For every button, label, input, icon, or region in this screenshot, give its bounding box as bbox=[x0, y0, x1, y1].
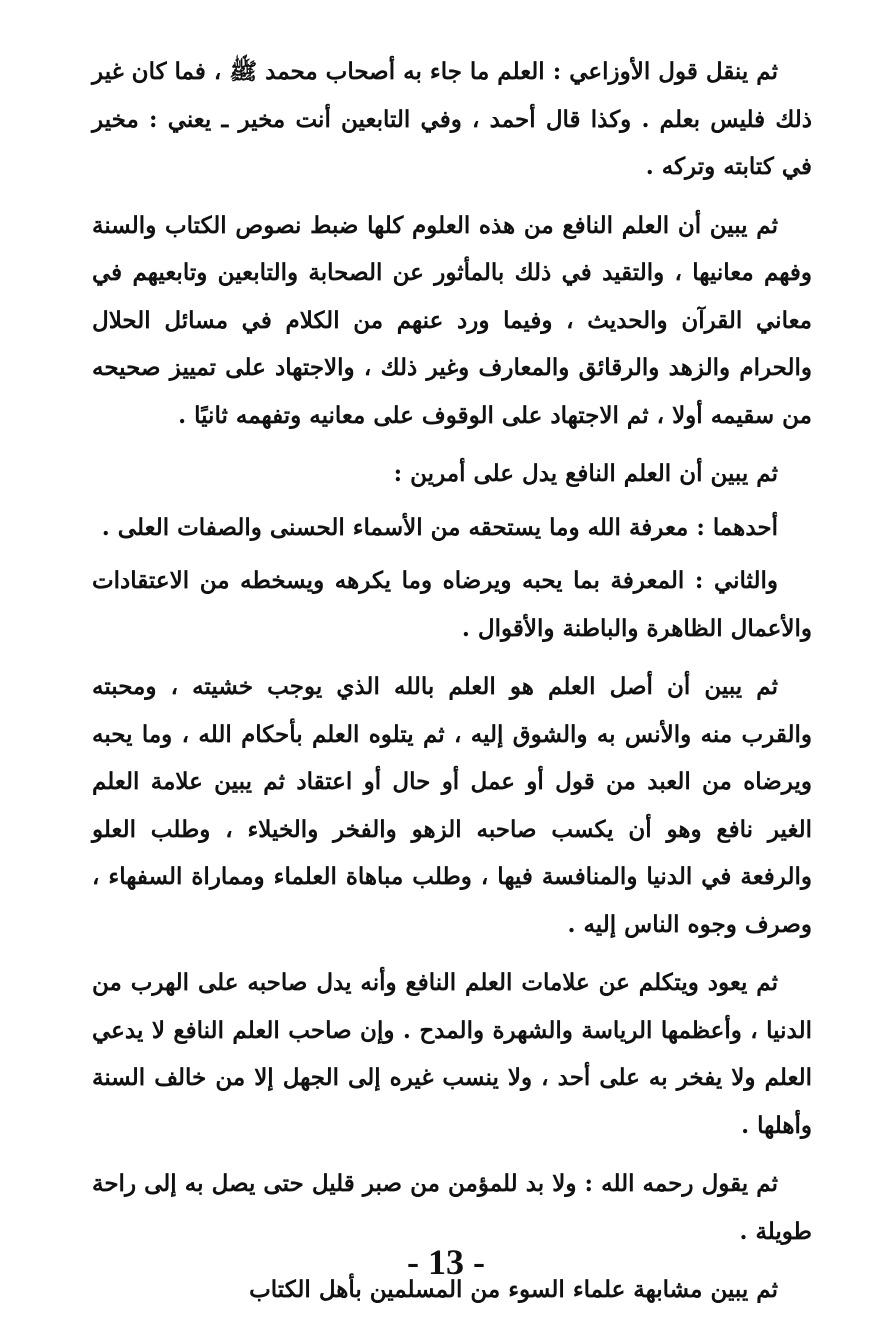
paragraph-signs-of-beneficial-knowledge: ثم يعود ويتكلم عن علامات العلم النافع وأنه يدل صاحبه على الهرب من الدنيا ، وأعظمها الرياسة والشهرة والمدح . وإن صاحب العلم النافع لا يدعي العلم ولا يفخر به على أحد ، ولا ينسب غيره إلى الجهل إلا من خالف السنة وأهلها . bbox=[92, 969, 812, 1139]
paragraph-patience: ثم يقول رحمه الله : ولا بد للمؤمن من صبر قليل حتى يصل به إلى راحة طويلة . bbox=[92, 1170, 812, 1245]
paragraph-two-matters-intro: ثم يبين أن العلم النافع يدل على أمرين : bbox=[393, 460, 778, 487]
paragraph-evil-scholars: ثم يبين مشابهة علماء السوء من المسلمين بأهل الكتاب bbox=[249, 1276, 778, 1303]
paragraph-beneficial-knowledge: ثم يبين أن العلم النافع من هذه العلوم كلها ضبط نصوص الكتاب والسنة وفهم معانيها ، والتقيد في ذلك بالمأثور عن الصحابة والتابعين وتابعيهم في معاني القرآن والحديث ، وفيما ورد عنهم من الكلام في مسائل الحلال والحرام والزهد والرقائق والمعارف وغير ذلك ، والاجتهاد على تمييز صحيحه من سقيمه أولا ، ثم الاجتهاد على الوقوف على معانيه وتفهمه ثانيًا . bbox=[92, 211, 812, 429]
page-number: - 13 - bbox=[407, 1242, 485, 1282]
paragraph-first-matter: أحدهما : معرفة الله وما يستحقه من الأسماء الحسنى والصفات العلى . bbox=[101, 513, 778, 541]
paragraph-origin-of-knowledge: ثم يبين أن أصل العلم هو العلم بالله الذي يوجب خشيته ، ومحبته والقرب منه والأنس به والشوق إليه ، ثم يتلوه العلم بأحكام الله ، وما يحبه ويرضاه من العبد من قول أو عمل أو حال أو اعتقاد ثم يبين علامة العلم الغير نافع وهو أن يكسب صاحبه الزهو والفخر والخيلاء ، وطلب العلو والرفعة في الدنيا والمنافسة فيها ، وطلب مباهاة العلماء ومماراة السفهاء ، وصرف وجوه الناس إليه . bbox=[92, 673, 812, 938]
paragraph-second-matter: والثاني : المعرفة بما يحبه ويرضاه وما يكرهه ويسخطه من الاعتقادات والأعمال الظاهرة والباطنة والأقوال . bbox=[92, 567, 812, 642]
body-text bbox=[92, 48, 812, 1325]
paragraph-awzai-quote: ثم ينقل قول الأوزاعي : العلم ما جاء به أصحاب محمد ﷺ ، فما كان غير ذلك فليس بعلم . وكذا قال أحمد ، وفي التابعين أنت مخير ـ يعني : مخير في كتابته وتركه . bbox=[92, 58, 812, 180]
